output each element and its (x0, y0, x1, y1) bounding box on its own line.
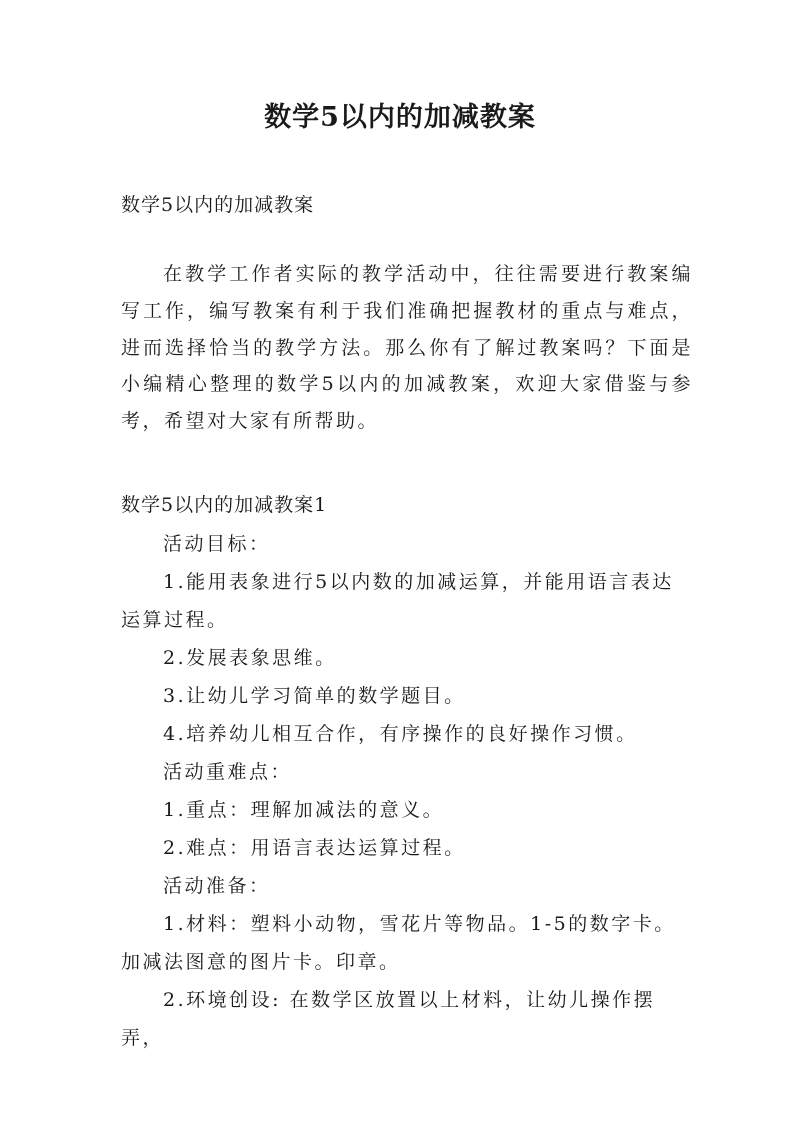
document-subtitle: 数学5以内的加减教案 (121, 194, 315, 216)
paragraph-goal-1: 1.能用表象进行5以内数的加减运算，并能用语言表达运算过程。 (121, 571, 674, 631)
section-body (121, 525, 693, 1057)
paragraph-preparation-2: 2.环境创设: 在数学区放置以上材料，让幼儿操作摆弄， (121, 989, 656, 1049)
paragraph-goal-2: 2.发展表象思维。 (163, 647, 337, 669)
paragraph-activity-goals: 活动目标： (163, 533, 271, 555)
paragraph-goal-3: 3.让幼儿学习简单的数学题目。 (163, 685, 466, 707)
paragraph-key-point-2: 2.难点：用语言表达运算过程。 (163, 837, 466, 859)
section-heading: 数学5以内的加减教案1 (121, 494, 328, 516)
paragraph-preparation-1: 1.材料：塑料小动物，雪花片等物品。1-5的数字卡。加减法图意的图片卡。印章。 (121, 913, 676, 973)
paragraph-key-points: 活动重难点： (163, 761, 293, 783)
paragraph-key-point-1: 1.重点：理解加减法的意义。 (163, 799, 445, 821)
paragraph-preparation: 活动准备： (163, 875, 271, 897)
document-title: 数学5以内的加减教案 (264, 102, 536, 133)
intro-paragraph: 在教学工作者实际的教学活动中，往往需要进行教案编写工作，编写教案有利于我们准确把握教材的重点与难点，进而选择恰当的教学方法。那么你有了解过教案吗？下面是小编精心整理的数学5以内的加减教案，欢迎大家借鉴与参考，希望对大家有所帮助。 (121, 263, 693, 433)
paragraph-goal-4: 4.培养幼儿相互合作，有序操作的良好操作习惯。 (163, 723, 638, 745)
